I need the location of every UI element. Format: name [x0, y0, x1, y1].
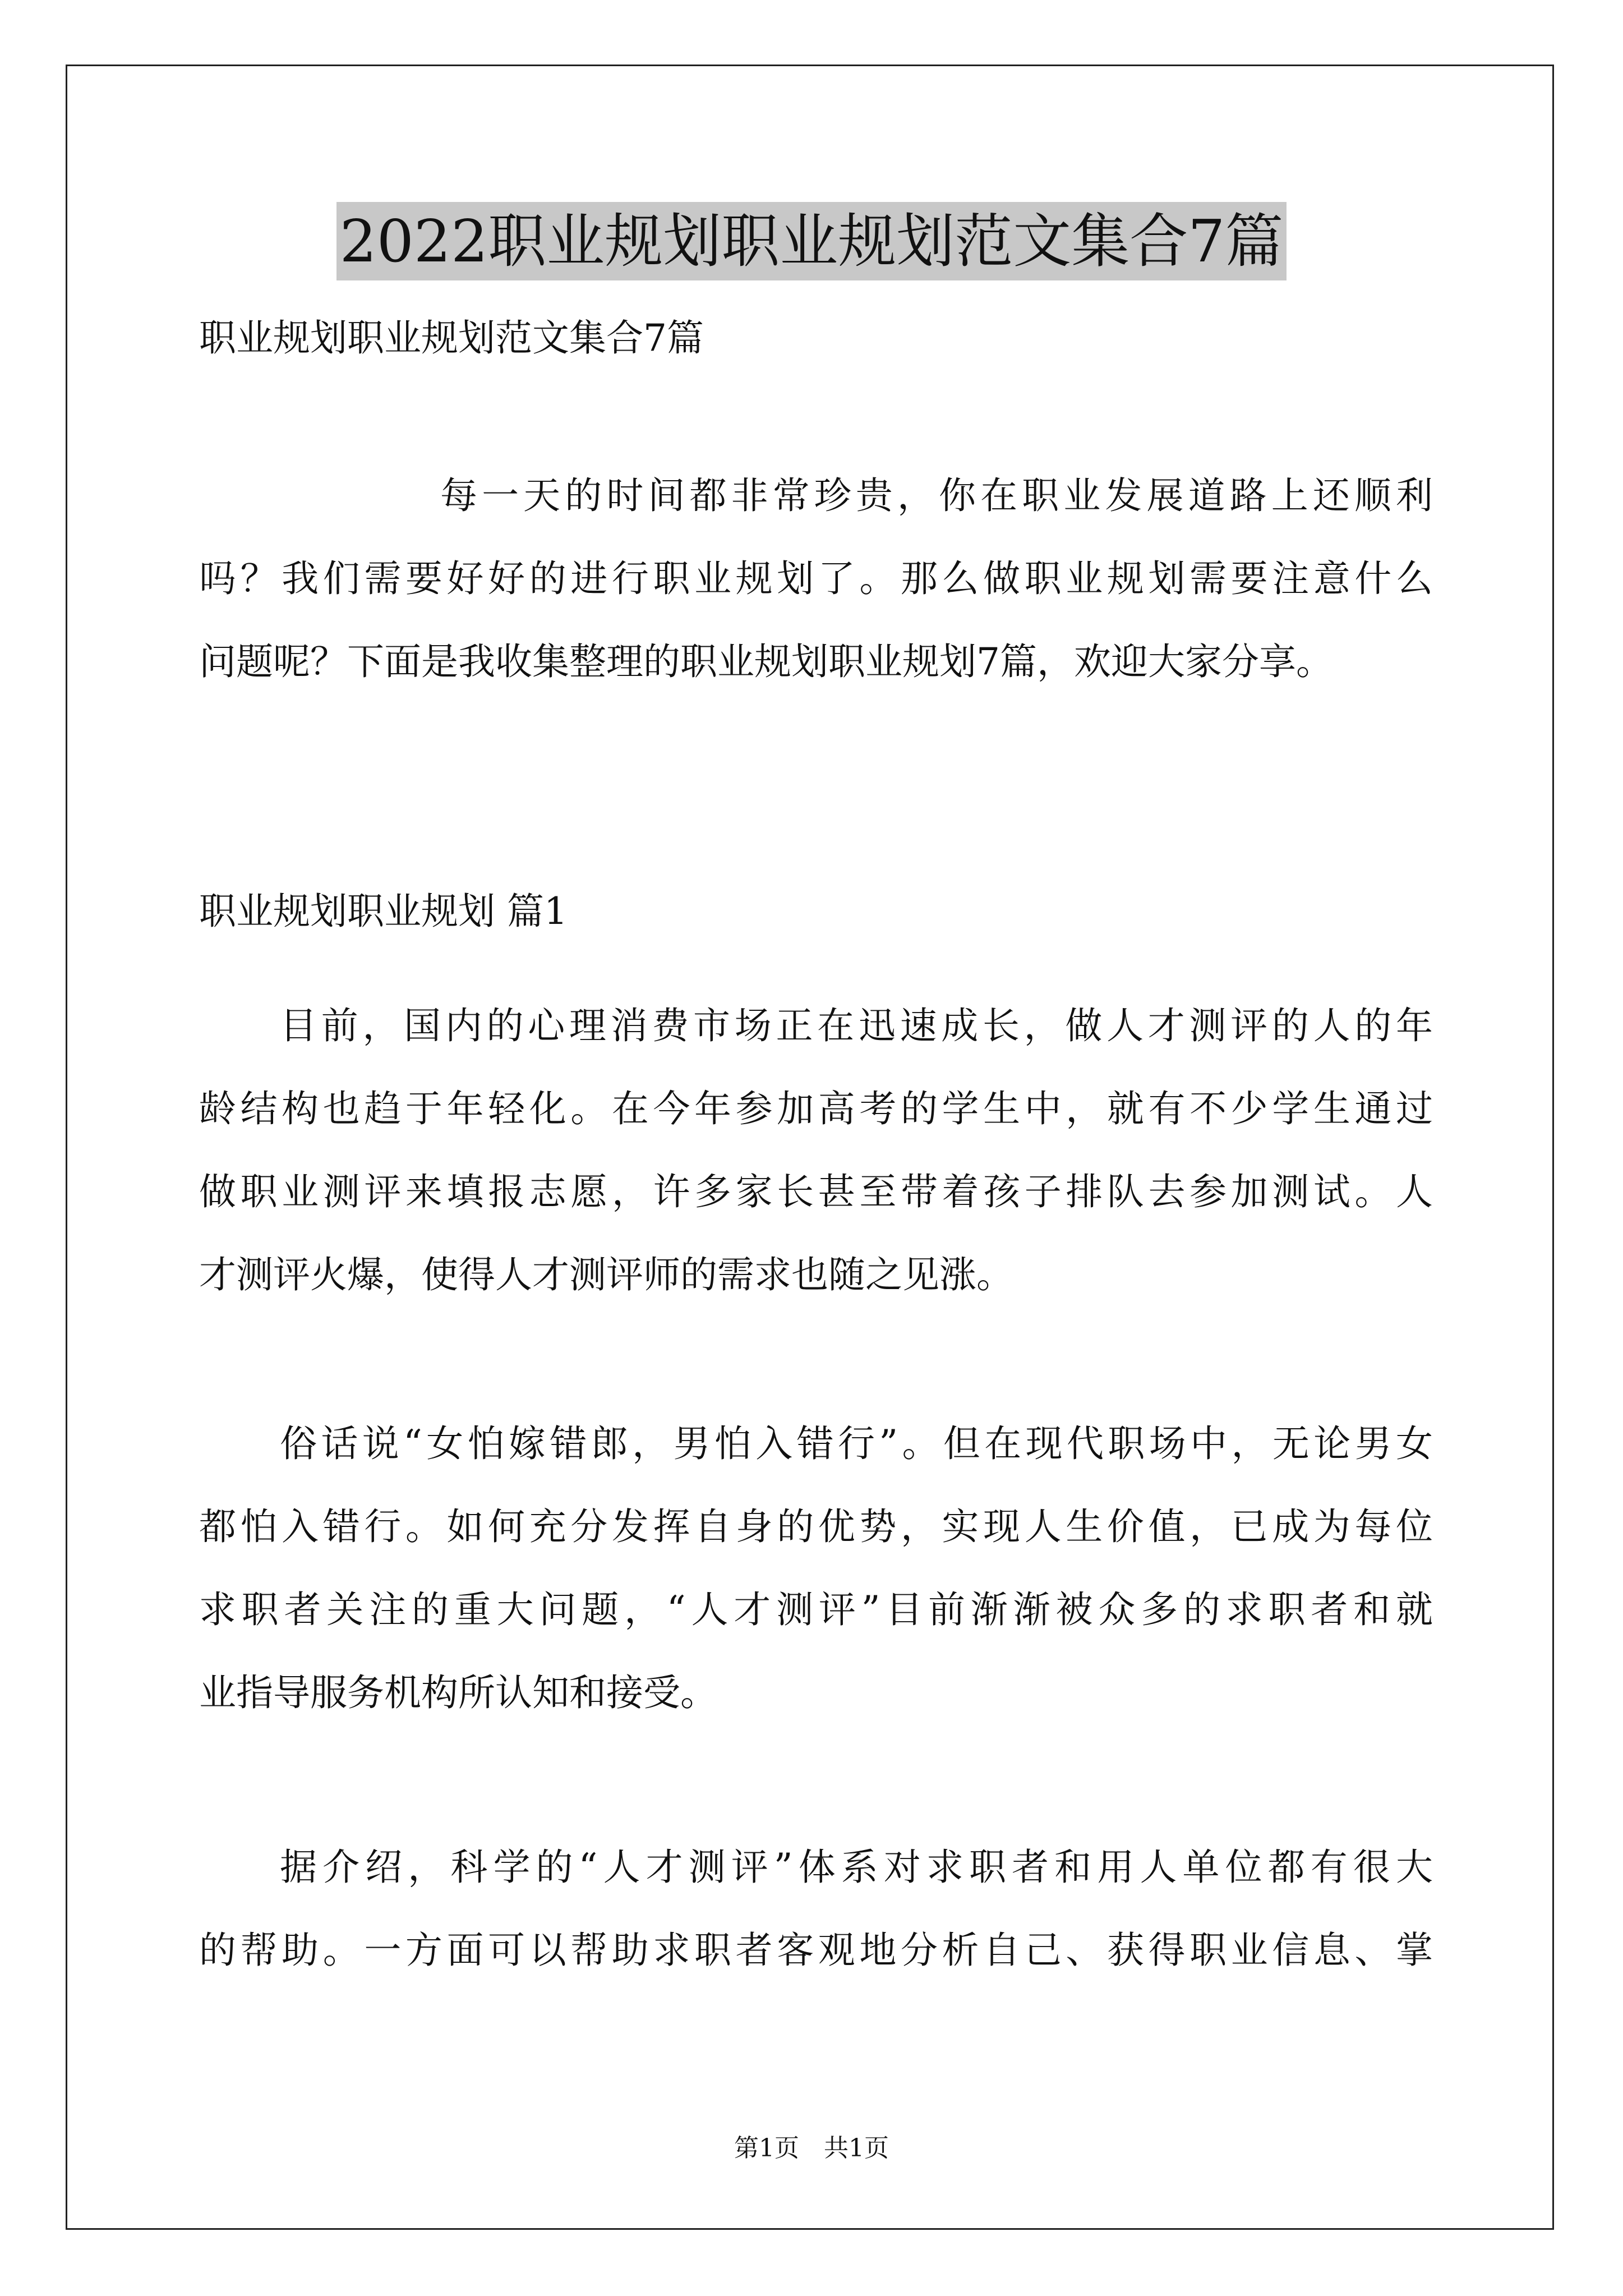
paragraph-line: 求职者关注的重大问题，“人才测评”目前渐渐被众多的求职者和就	[199, 1588, 1433, 1631]
paragraph-line: 才测评火爆，使得人才测评师的需求也随之见涨。	[199, 1253, 1013, 1296]
paragraph-line: 做职业测评来填报志愿，许多家长甚至带着孩子排队去参加测试。人	[199, 1170, 1433, 1213]
paragraph-line: 俗话说“女怕嫁错郎，男怕入错行”。但在现代职场中，无论男女	[280, 1422, 1433, 1465]
intro-line: 问题呢？下面是我收集整理的职业规划职业规划7篇，欢迎大家分享。	[199, 640, 1333, 683]
section-heading: 职业规划职业规划 篇1	[199, 890, 568, 933]
paragraph-line: 据介绍，科学的“人才测评”体系对求职者和用人单位都有很大	[280, 1846, 1433, 1889]
intro-line: 吗？我们需要好好的进行职业规划了。那么做职业规划需要注意什么	[199, 557, 1433, 600]
page-footer: 第1页 共1页	[734, 2134, 889, 2162]
document-subtitle: 职业规划职业规划范文集合7篇	[199, 316, 704, 360]
paragraph-3	[199, 1826, 1433, 1992]
paragraph-line: 目前，国内的心理消费市场正在迅速成长，做人才测评的人的年	[280, 1004, 1433, 1047]
paragraph-1	[199, 984, 1433, 1317]
intro-line: 每一天的时间都非常珍贵，你在职业发展道路上还顺利	[440, 474, 1433, 517]
paragraph-2	[199, 1402, 1433, 1734]
paragraph-line: 龄结构也趋于年轻化。在今年参加高考的学生中，就有不少学生通过	[199, 1087, 1433, 1130]
paragraph-line: 都怕入错行。如何充分发挥自身的优势，实现人生价值，已成为每位	[199, 1505, 1433, 1548]
document-title: 2022职业规划职业规划范文集合7篇	[336, 202, 1287, 280]
title-container	[0, 202, 1623, 280]
paragraph-line: 业指导服务机构所认知和接受。	[199, 1671, 717, 1714]
intro-paragraph	[199, 454, 1433, 703]
paragraph-line: 的帮助。一方面可以帮助求职者客观地分析自己、获得职业信息、掌	[199, 1929, 1433, 1972]
